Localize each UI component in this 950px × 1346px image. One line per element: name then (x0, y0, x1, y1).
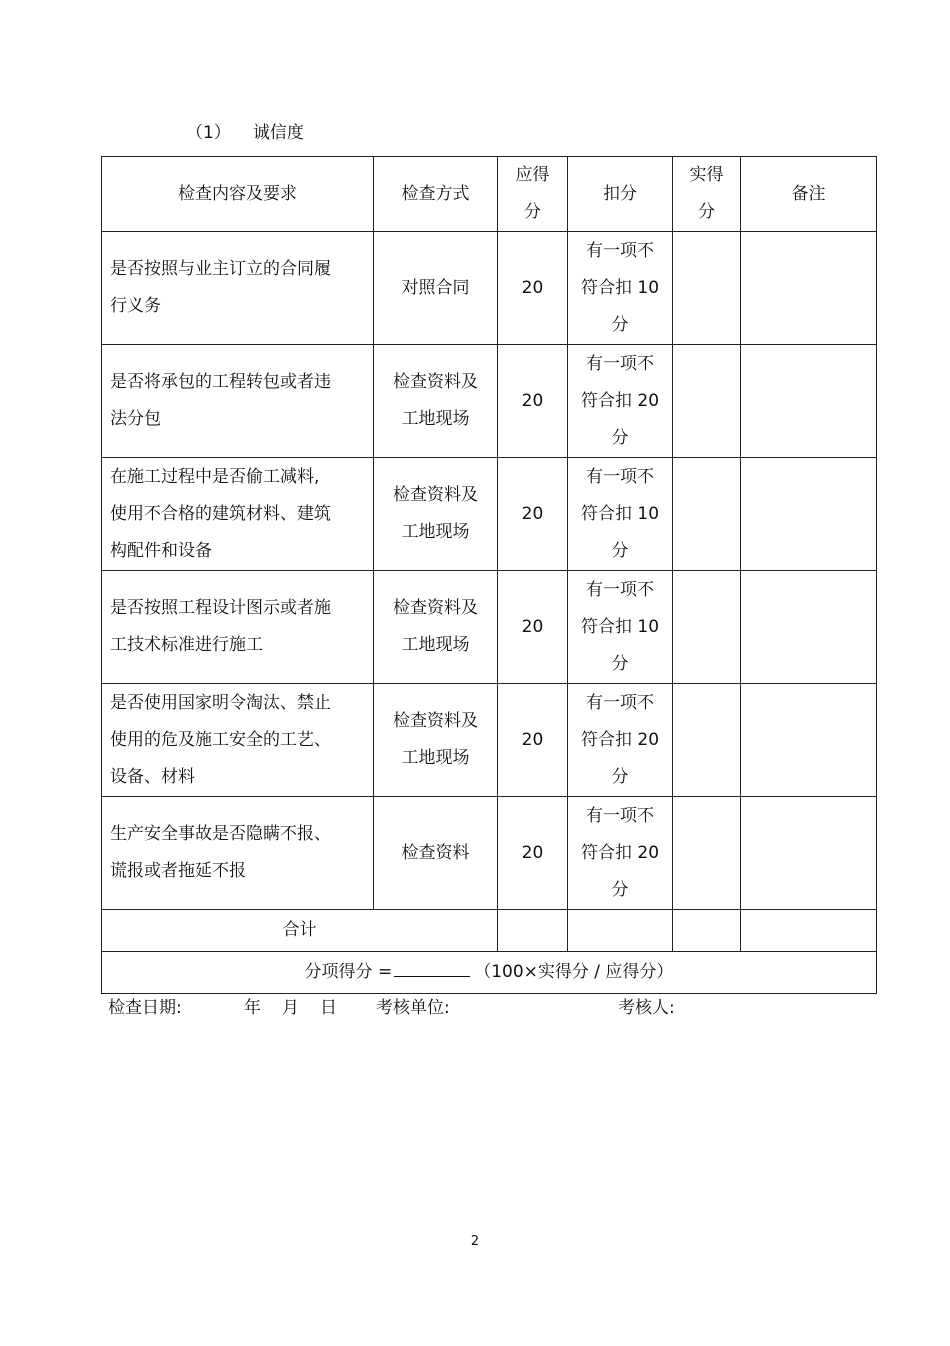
row-method: 对照合同 (374, 232, 498, 345)
row-actual[interactable] (673, 345, 741, 458)
header-content: 检查内容及要求 (102, 157, 374, 232)
month-label: 月 (282, 998, 299, 1018)
page-number: 2 (470, 1234, 480, 1249)
total-remark[interactable] (741, 910, 877, 952)
row-method: 检查资料 (374, 797, 498, 910)
row-content: 在施工过程中是否偷工减料, 使用不合格的建筑材料、建筑 构配件和设备 (102, 458, 374, 571)
score-row (102, 952, 877, 994)
section-heading (186, 118, 304, 143)
row-method: 检查资料及 工地现场 (374, 571, 498, 684)
row-actual[interactable] (673, 684, 741, 797)
unit-label: 考核单位: (376, 998, 450, 1018)
score-label: 分项得分 = (304, 962, 393, 982)
row-content: 是否使用国家明令淘汰、禁止 使用的危及施工安全的工艺、 设备、材料 (102, 684, 374, 797)
row-score: 20 (498, 571, 568, 684)
day-label: 日 (320, 998, 337, 1018)
row-actual[interactable] (673, 232, 741, 345)
table-row (102, 232, 877, 345)
inspector-label: 考核人: (618, 998, 675, 1018)
table-header-row (102, 157, 877, 232)
table-row (102, 571, 877, 684)
row-remark[interactable] (741, 232, 877, 345)
row-score: 20 (498, 684, 568, 797)
row-content: 是否按照与业主订立的合同履 行义务 (102, 232, 374, 345)
total-actual[interactable] (673, 910, 741, 952)
header-actual: 实得 分 (673, 157, 741, 232)
header-deduction: 扣分 (568, 157, 673, 232)
section-number: （1） (186, 123, 231, 143)
row-remark[interactable] (741, 458, 877, 571)
inspection-table (101, 156, 877, 994)
header-remark: 备注 (741, 157, 877, 232)
total-deduction[interactable] (568, 910, 673, 952)
row-score: 20 (498, 458, 568, 571)
row-method: 检查资料及 工地现场 (374, 458, 498, 571)
section-title: 诚信度 (252, 123, 304, 143)
row-score: 20 (498, 232, 568, 345)
row-remark[interactable] (741, 797, 877, 910)
row-content: 生产安全事故是否隐瞒不报、 谎报或者拖延不报 (102, 797, 374, 910)
row-content: 是否按照工程设计图示或者施 工技术标准进行施工 (102, 571, 374, 684)
row-score: 20 (498, 797, 568, 910)
score-blank[interactable] (394, 962, 470, 977)
table-row (102, 797, 877, 910)
row-actual[interactable] (673, 797, 741, 910)
row-remark[interactable] (741, 345, 877, 458)
row-method: 检查资料及 工地现场 (374, 345, 498, 458)
table-row (102, 684, 877, 797)
row-deduction: 有一项不 符合扣 20 分 (568, 684, 673, 797)
row-deduction: 有一项不 符合扣 10 分 (568, 458, 673, 571)
row-deduction: 有一项不 符合扣 20 分 (568, 797, 673, 910)
row-actual[interactable] (673, 571, 741, 684)
row-content: 是否将承包的工程转包或者违 法分包 (102, 345, 374, 458)
row-remark[interactable] (741, 571, 877, 684)
score-formula-cell (102, 952, 877, 994)
row-deduction: 有一项不 符合扣 20 分 (568, 345, 673, 458)
date-label: 检查日期: (108, 998, 182, 1018)
row-deduction: 有一项不 符合扣 10 分 (568, 232, 673, 345)
row-deduction: 有一项不 符合扣 10 分 (568, 571, 673, 684)
total-label: 合计 (102, 910, 498, 952)
table-row (102, 458, 877, 571)
total-row (102, 910, 877, 952)
year-label: 年 (244, 998, 261, 1018)
score-formula: （100×实得分 / 应得分） (474, 962, 674, 982)
header-method: 检查方式 (374, 157, 498, 232)
row-actual[interactable] (673, 458, 741, 571)
row-remark[interactable] (741, 684, 877, 797)
header-score: 应得 分 (498, 157, 568, 232)
row-score: 20 (498, 345, 568, 458)
table-row (102, 345, 877, 458)
row-method: 检查资料及 工地现场 (374, 684, 498, 797)
total-score[interactable] (498, 910, 568, 952)
